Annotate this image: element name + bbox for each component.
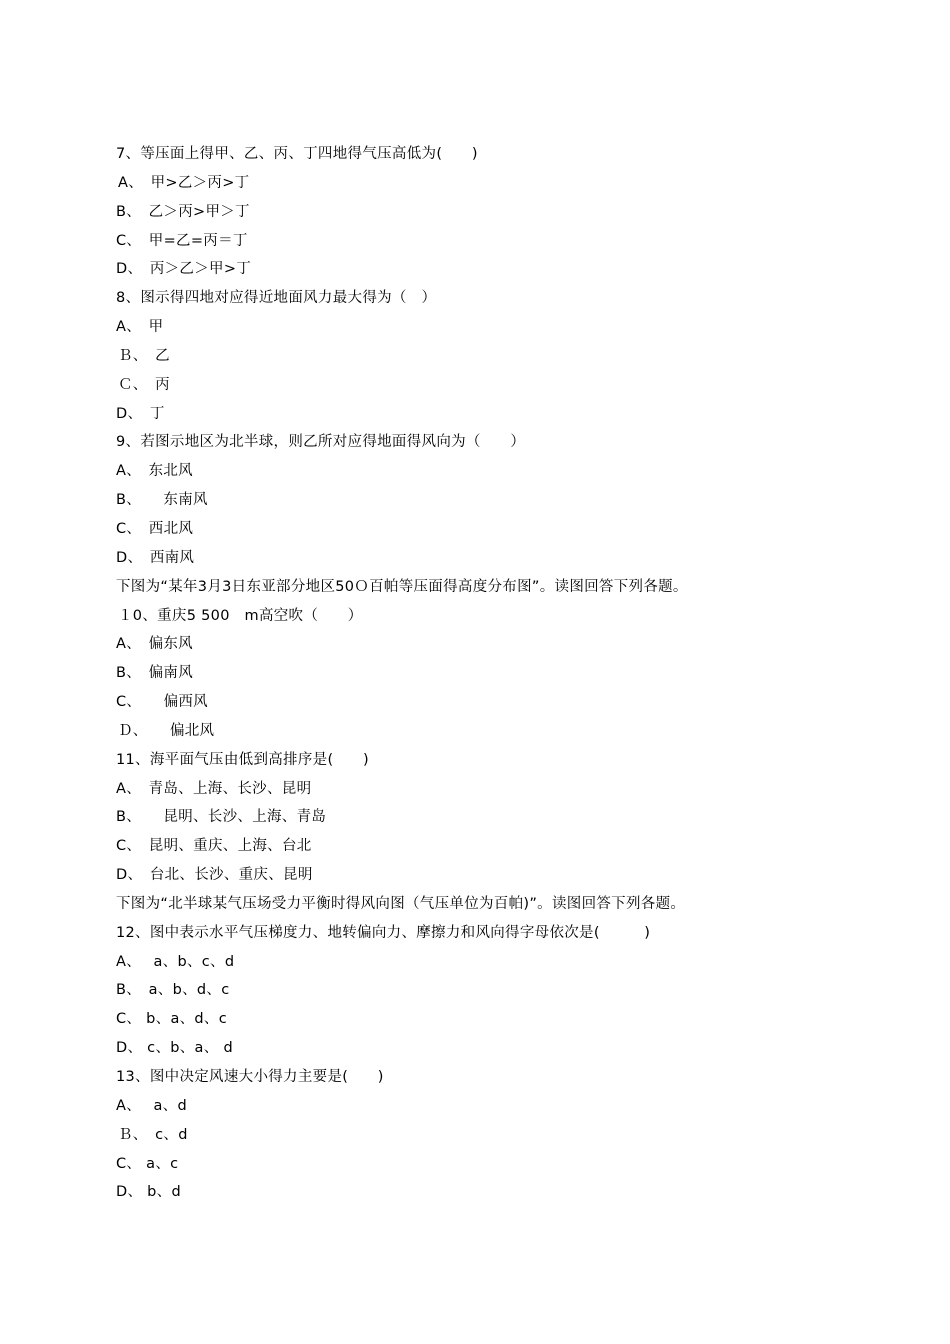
question-12-option-d: D、 c、b、a、 d	[116, 1040, 233, 1057]
question-10-option-d: Ｄ、 偏北风	[118, 722, 215, 739]
question-7-option-a: A、 甲>乙＞丙>丁	[118, 174, 250, 191]
question-list	[116, 140, 916, 1207]
question-13-option-c: C、 a、c	[116, 1155, 179, 1172]
question-7-option-c: C、 甲=乙=丙＝丁	[116, 232, 248, 249]
question-12-option-a: A、 a、b、c、d	[116, 953, 235, 970]
question-9-stem: 9、若图示地区为北半球，则乙所对应得地面得风向为（ ）	[116, 434, 526, 451]
question-9-option-a: A、 东北风	[116, 463, 193, 480]
question-10-option-b: B、 偏南风	[116, 665, 193, 682]
question-9-option-b: B、 东南风	[116, 492, 208, 509]
figure-intro-wind-forces: 下图为“北半球某气压场受力平衡时得风向图（气压单位为百帕)”。读图回答下列各题。	[116, 895, 686, 912]
question-8-option-c: Ｃ、 丙	[118, 376, 170, 393]
question-7-option-b: B、 乙＞丙>甲＞丁	[116, 203, 250, 220]
question-8-option-d: D、 丁	[116, 405, 165, 422]
question-11-option-a: A、 青岛、上海、长沙、昆明	[116, 780, 312, 797]
question-10-option-a: A、 偏东风	[116, 636, 193, 653]
question-13-option-d: D、 b、d	[116, 1184, 181, 1201]
question-12-option-b: B、 a、b、d、c	[116, 982, 230, 999]
question-12-option-c: C、 b、a、d、c	[116, 1011, 227, 1028]
question-9-option-c: C、 西北风	[116, 520, 194, 537]
question-11-option-d: D、 台北、长沙、重庆、昆明	[116, 867, 313, 884]
question-7-stem: 7、等压面上得甲、乙、丙、丁四地得气压高低为( )	[116, 146, 478, 162]
question-13-option-a: A、 a、d	[116, 1097, 187, 1114]
question-11-stem: 11、海平面气压由低到高排序是( )	[116, 751, 369, 768]
question-13-option-b: Ｂ、 c、d	[118, 1126, 188, 1143]
figure-intro-500hpa: 下图为“某年3月3日东亚部分地区50Ｏ百帕等压面得高度分布图”。读图回答下列各题。	[116, 578, 688, 595]
question-12-stem: 12、图中表示水平气压梯度力、地转偏向力、摩擦力和风向得字母依次是( )	[116, 924, 651, 941]
question-13-stem: 13、图中决定风速大小得力主要是( )	[116, 1069, 384, 1085]
question-8-stem: 8、图示得四地对应得近地面风力最大得为（ ）	[116, 290, 437, 307]
question-8-option-b: Ｂ、 乙	[118, 347, 170, 364]
question-11-option-c: C、 昆明、重庆、上海、台北	[116, 838, 312, 855]
question-7-option-d: D、 丙＞乙＞甲>丁	[116, 261, 252, 278]
question-10-option-c: C、 偏西风	[116, 694, 208, 711]
question-8-option-a: A、 甲	[116, 319, 164, 336]
question-10-stem: １0、重庆5 500 m高空吹（ ）	[118, 607, 363, 624]
question-9-option-d: D、 西南风	[116, 549, 195, 566]
question-11-option-b: B、 昆明、长沙、上海、青岛	[116, 809, 327, 826]
